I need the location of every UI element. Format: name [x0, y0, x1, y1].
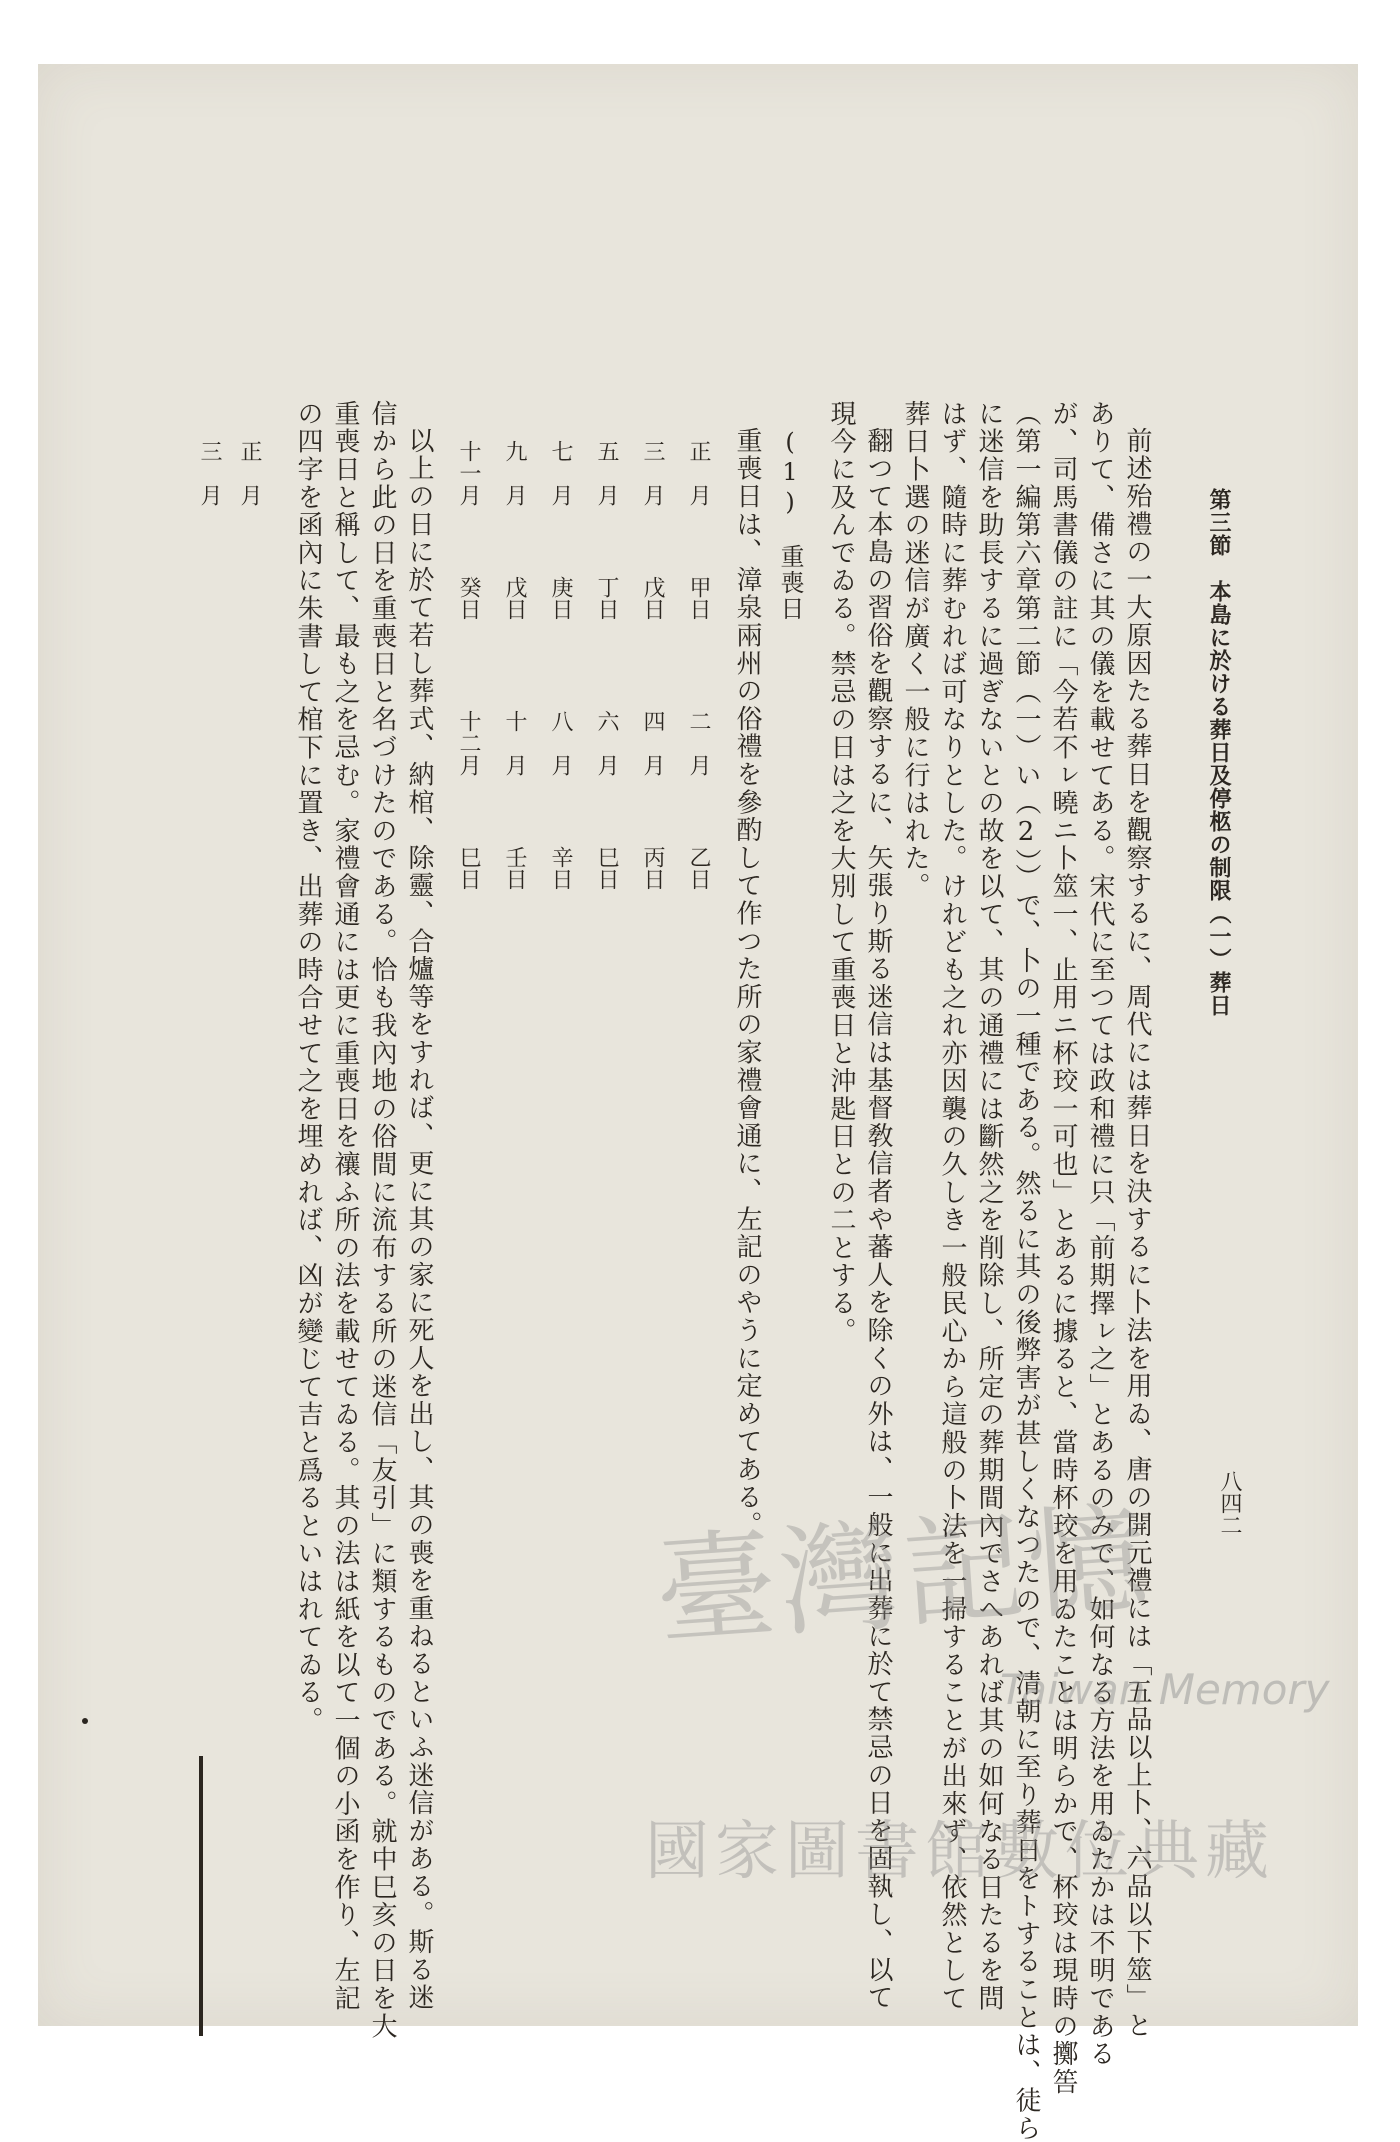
running-header-title: 第三節 本島に於ける葬日及停柩の制限（一）葬日: [1206, 488, 1232, 1017]
month-label: 二 月: [686, 710, 711, 776]
month-label: 十二月: [456, 710, 481, 776]
scan-speck: [82, 1718, 88, 1724]
table-row: [549, 440, 571, 890]
month-label: 六 月: [594, 710, 619, 776]
day-value: 丙日: [640, 846, 665, 890]
month-label: 正 月: [686, 440, 711, 506]
text-line: 前述殆禮の一大原因たる葬日を觀察するに、周代には葬日を決するに卜法を用ゐ、唐の開元禮には「五品以上卜、六品以下筮」と: [1122, 427, 1152, 2040]
month-label: 九 月: [502, 440, 527, 506]
day-value: 甲日: [686, 576, 711, 620]
vertical-rule: [199, 1756, 203, 2036]
month-label: 三 月: [640, 440, 665, 506]
text-line: 以上の日に於て若し葬式、納棺、除靈、合爐等をすれば、更に其の家に死人を出し、其の喪を重ねるといふ迷信がある。斯る迷: [404, 427, 434, 2012]
table-row: [641, 440, 663, 890]
text-line: の四字を函內に朱書して棺下に置き、出葬の時合せて之を埋めれば、凶が變じて吉と爲るといはれてゐる。: [293, 400, 323, 1735]
watermark-english: Taiwan Memory: [1000, 1665, 1330, 1714]
text-line: ありて、備さに其の儀を載せてある。宋代に至つては政和禮に只「前期擇ㇾ之」とあるのみで、如何なる方法を用ゐたかは不明である: [1085, 400, 1115, 2068]
watermark-institution: 國家圖書館數位典藏: [645, 1815, 1275, 1889]
table-row: [457, 440, 479, 890]
day-value: 戊日: [502, 576, 527, 620]
month-label: 五 月: [594, 440, 619, 506]
table-row: [503, 440, 525, 890]
text-line: 現今に及んでゐる。禁忌の日は之を大別して重喪日と沖匙日との二とする。: [826, 400, 856, 1346]
day-value: 辛日: [548, 846, 573, 890]
text-line: 翻つて本島の習俗を觀察するに、矢張り斯る迷信は基督敎信者や蕃人を除くの外は、一般に出葬に於て禁忌の日を固執し、以て: [863, 427, 893, 2012]
page-number: 八四二: [1217, 1470, 1242, 1536]
text-line: 重喪日は、漳泉兩州の俗禮を參酌して作つた所の家禮會通に、左記のやうに定めてある。: [732, 427, 762, 1539]
day-value: 巳日: [594, 846, 619, 890]
text-line: 信から此の日を重喪日と名づけたのである。恰も我內地の俗間に流布する所の迷信「友引」に類するものである。就中巳亥の日を大: [367, 400, 397, 2041]
day-value: 巳日: [456, 846, 481, 890]
text-line: が、司馬書儀の註に「今若不ㇾ曉ニ卜筮一、止用ニ杯珓一可也」とあるに據ると、當時杯珓を用ゐたことは明らかで、杯珓は現時の擲筶: [1048, 400, 1078, 2096]
section-heading: (1) 重喪日: [776, 428, 804, 622]
charm-line: 三 月: [197, 440, 222, 506]
day-value: 丁日: [594, 576, 619, 620]
text-line: 葬日卜選の迷信が廣く一般に行はれた。: [900, 400, 930, 901]
month-label: 七 月: [548, 440, 573, 506]
text-line: に迷信を助長するに過ぎないとの故を以て、其の通禮には斷然之を削除し、所定の葬期間內でさへあれば其の如何なる日たるを問: [974, 400, 1004, 2013]
day-value: 癸日: [456, 576, 481, 620]
scanned-page: [38, 64, 1358, 2026]
text-line: 重喪日と稱して、最も之を忌む。家禮會通には更に重喪日を禳ふ所の法を載せてゐる。其の法は紙を以て一個の小函を作り、左記: [330, 400, 360, 2013]
month-label: 十一月: [456, 440, 481, 506]
day-value: 庚日: [548, 576, 573, 620]
table-row: [595, 440, 617, 890]
month-label: 八 月: [548, 710, 573, 776]
month-label: 十 月: [502, 710, 527, 776]
charm-line: 正 月: [237, 440, 262, 506]
day-value: 壬日: [502, 846, 527, 890]
day-value: 乙日: [686, 846, 711, 890]
table-row: [687, 440, 709, 890]
watermark-logo-text: 臺灣記憶: [651, 1489, 1156, 1664]
text-line: はず、隨時に葬むれば可なりとした。けれども之れ亦因襲の久しき一般民心から這般の卜法を一掃することが出來ず、依然として: [937, 400, 967, 2013]
day-value: 戊日: [640, 576, 665, 620]
month-label: 四 月: [640, 710, 665, 776]
text-line: （第一編第六章第二節（一）い（2））で、卜の一種である。然るに其の後弊害が甚しくなつたので、清朝に至り葬日をトすることは、徒ら: [1011, 400, 1041, 2142]
